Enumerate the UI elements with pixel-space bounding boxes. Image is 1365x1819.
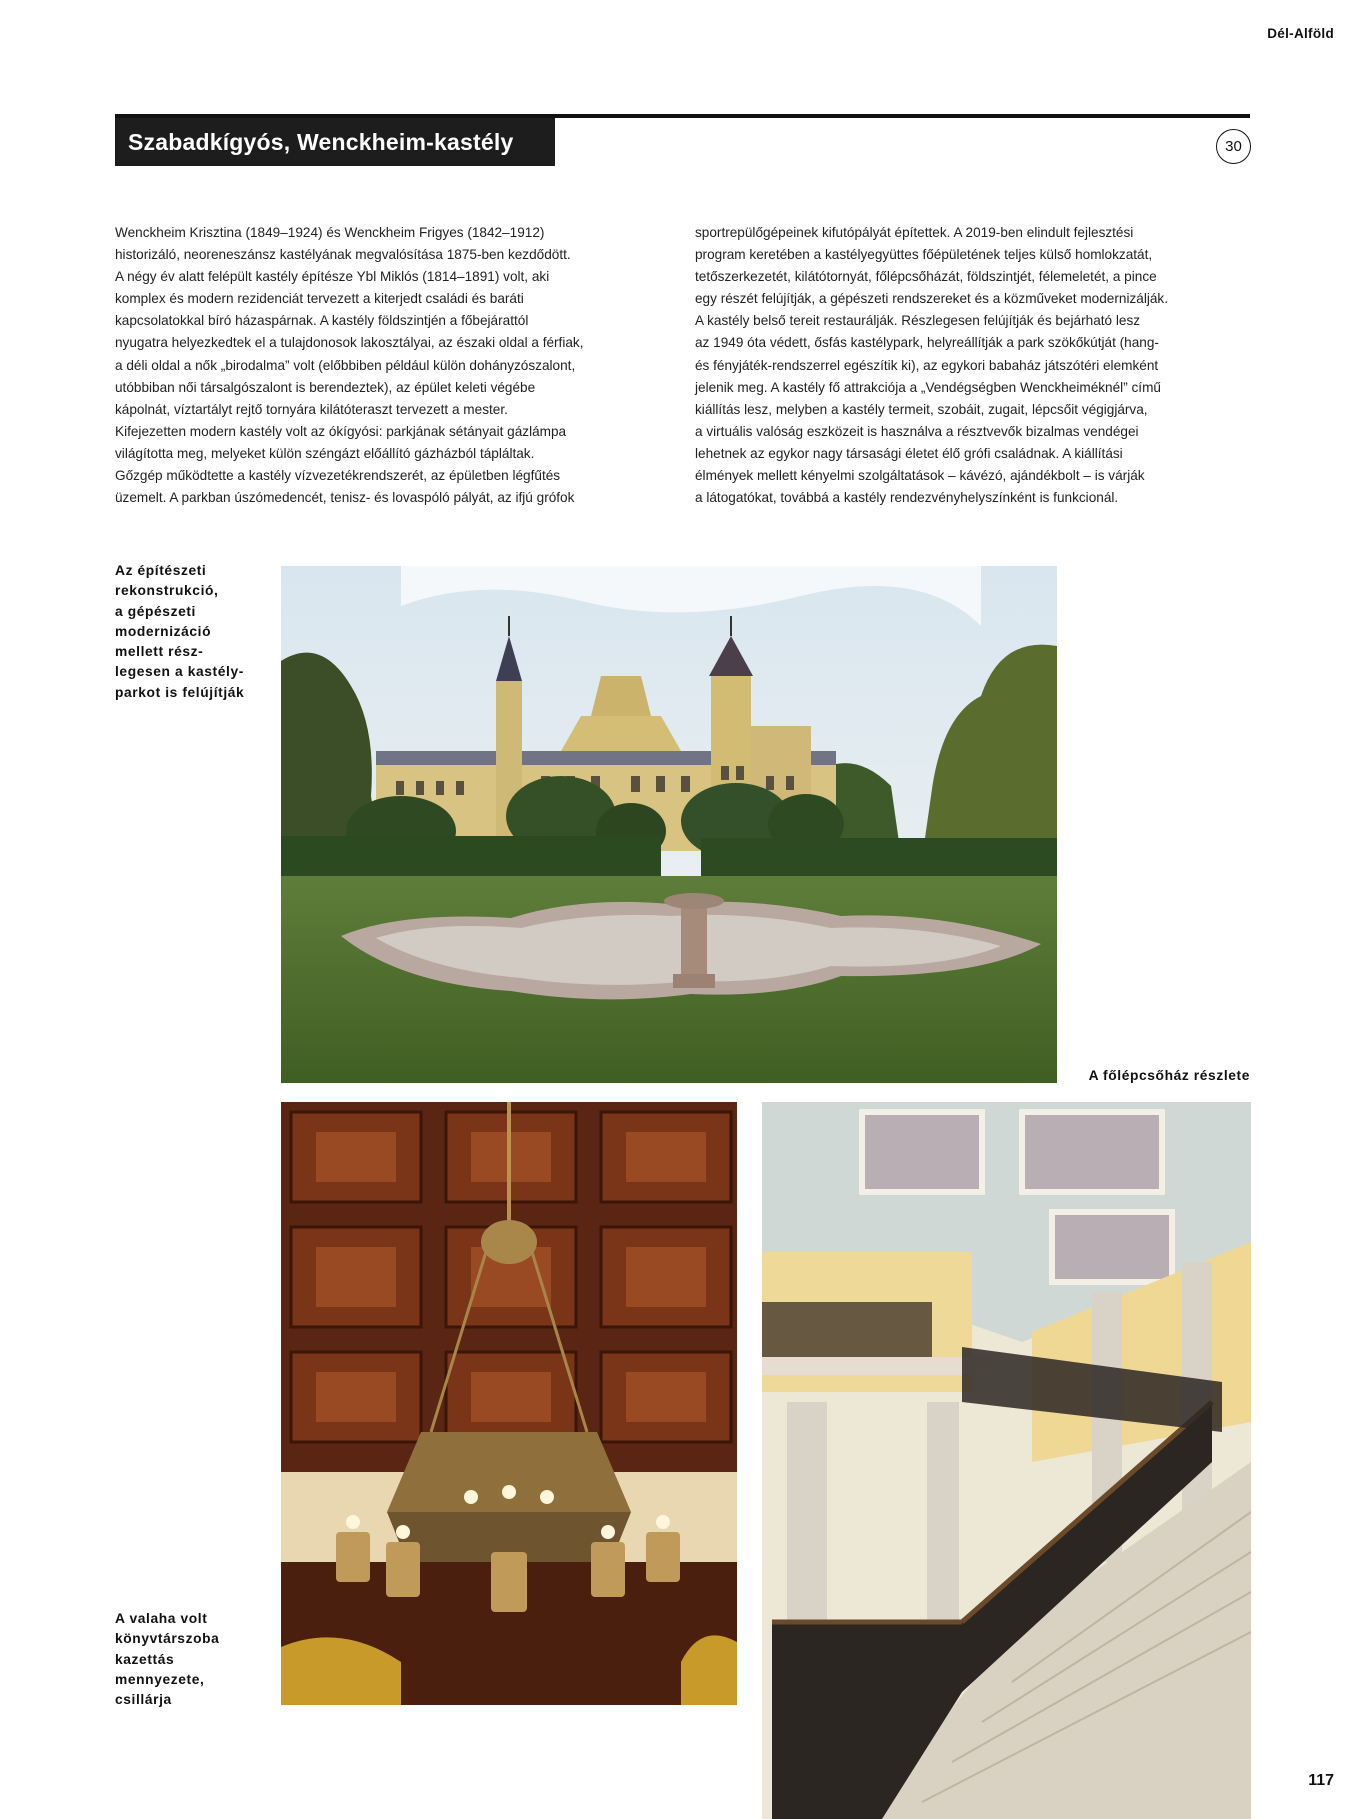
- body-line: a látogatókat, továbbá a kastély rendezvényhelyszínként is funkcionál.: [695, 490, 1119, 506]
- main-staircase-photo: [762, 1102, 1251, 1819]
- caption-line: Az építészeti: [115, 563, 207, 578]
- body-line: Gőzgép működtette a kastély vízvezetékrendszerét, az épületben légfűtés: [115, 468, 561, 484]
- body-line: utóbbiban női társalgószalont is berendeztek), az épület keleti végébe: [115, 379, 536, 395]
- caption-castle: [115, 561, 265, 703]
- body-text-right: [695, 222, 1253, 509]
- body-line: az 1949 óta védett, ősfás kastélypark, helyreállítják a park szökőkútját (hang-: [695, 335, 1159, 351]
- body-line: kapcsolatokkal bíró házaspárnak. A kastély földszintjén a főbejárattól: [115, 313, 529, 329]
- body-line: kápolnát, víztartályt rejtő tornyára kilátóteraszt tervezett a mester.: [115, 401, 508, 417]
- body-line: jelenik meg. A kastély fő attrakciója a „Vendégségben Wenckheiméknél” című: [695, 379, 1161, 395]
- caption-line: parkot is felújítják: [115, 684, 245, 700]
- body-line: lehetnek az egykor nagy társasági életet élő grófi családnak. A kiállítási: [695, 445, 1123, 461]
- body-line: Kifejezetten modern kastély volt az ókígyósi: parkjának sétányait gázlámpa: [115, 423, 567, 439]
- body-line: Wenckheim Krisztina (1849–1924) és Wenckheim Frigyes (1842–1912): [115, 225, 545, 240]
- region-label: Dél-Alföld: [1267, 26, 1334, 41]
- body-line: kiállítás lesz, melyben a kastély termeit, szobáit, zugait, lépcsőit végigjárva,: [695, 401, 1148, 417]
- caption-line: kazettás: [115, 1651, 175, 1667]
- body-line: nyugatra helyezkedtek el a tulajdonosok lakosztályai, az északi oldal a férfiak,: [115, 335, 584, 351]
- body-line: üzemelt. A parkban úszómedencét, tenisz- és lovaspóló pályát, az ifjú grófok: [115, 490, 575, 506]
- caption-line: könyvtárszoba: [115, 1631, 220, 1647]
- caption-line: a gépészeti: [115, 603, 196, 619]
- body-line: A négy év alatt felépült kastély építésze Ybl Miklós (1814–1891) volt, aki: [115, 269, 550, 285]
- page-title: Szabadkígyós, Wenckheim-kastély: [128, 128, 514, 155]
- caption-line: A valaha volt: [115, 1611, 208, 1626]
- body-line: és fényjáték-rendszerrel egészítik ki), az egykori babaház játszótéri elemként: [695, 357, 1159, 373]
- caption-line: mellett rész-: [115, 644, 204, 660]
- caption-line: modernizáció: [115, 623, 212, 639]
- caption-line: csillárja: [115, 1692, 172, 1708]
- body-line: komplex és modern rezidenciát tervezett a kiterjedt családi és baráti: [115, 291, 524, 307]
- body-line: a déli oldal a nők „birodalma” volt (előbbiben például külön dohányzószalont,: [115, 357, 576, 373]
- caption-line: rekonstrukció,: [115, 583, 219, 599]
- body-line: historizáló, neoreneszánsz kastélyának megvalósítása 1875-ben kezdődött.: [115, 247, 571, 263]
- body-line: tetőszerkezetét, kilátótornyát, főlépcsőházát, földszintjét, félemeletét, a pince: [695, 269, 1157, 285]
- page-number: 117: [1308, 1772, 1334, 1789]
- caption-line: legesen a kastély-: [115, 664, 244, 680]
- title-bar: [115, 118, 555, 166]
- body-line: A kastély belső tereit restaurálják. Részlegesen felújítják és bejárható lesz: [695, 313, 1141, 329]
- body-line: a virtuális valóság eszközeit is használva a résztvevők bizalmas vendégei: [695, 423, 1139, 439]
- body-line: sportrepülőgépeinek kifutópályát építettek. A 2019-ben elindult fejlesztési: [695, 225, 1134, 240]
- body-line: élmények mellett kényelmi szolgáltatások – kávézó, ajándékbolt – is várják: [695, 468, 1145, 484]
- body-line: világította meg, melyeket külön széngázt előállító gázházból tápláltak.: [115, 445, 535, 461]
- body-line: program keretében a kastélyegyüttes főépületének teljes külső homlokzatát,: [695, 247, 1153, 263]
- site-number-badge: 30: [1216, 129, 1251, 164]
- caption-library: [115, 1609, 265, 1710]
- castle-photo: [281, 566, 1057, 1083]
- caption-staircase: A főlépcsőház részlete: [1088, 1068, 1250, 1083]
- body-line: egy részét felújítják, a gépészeti rendszereket és a közműveket modernizálják.: [695, 291, 1168, 307]
- body-text-left: [115, 222, 673, 509]
- caption-line: mennyezete,: [115, 1671, 205, 1687]
- library-chandelier-photo: [281, 1102, 737, 1705]
